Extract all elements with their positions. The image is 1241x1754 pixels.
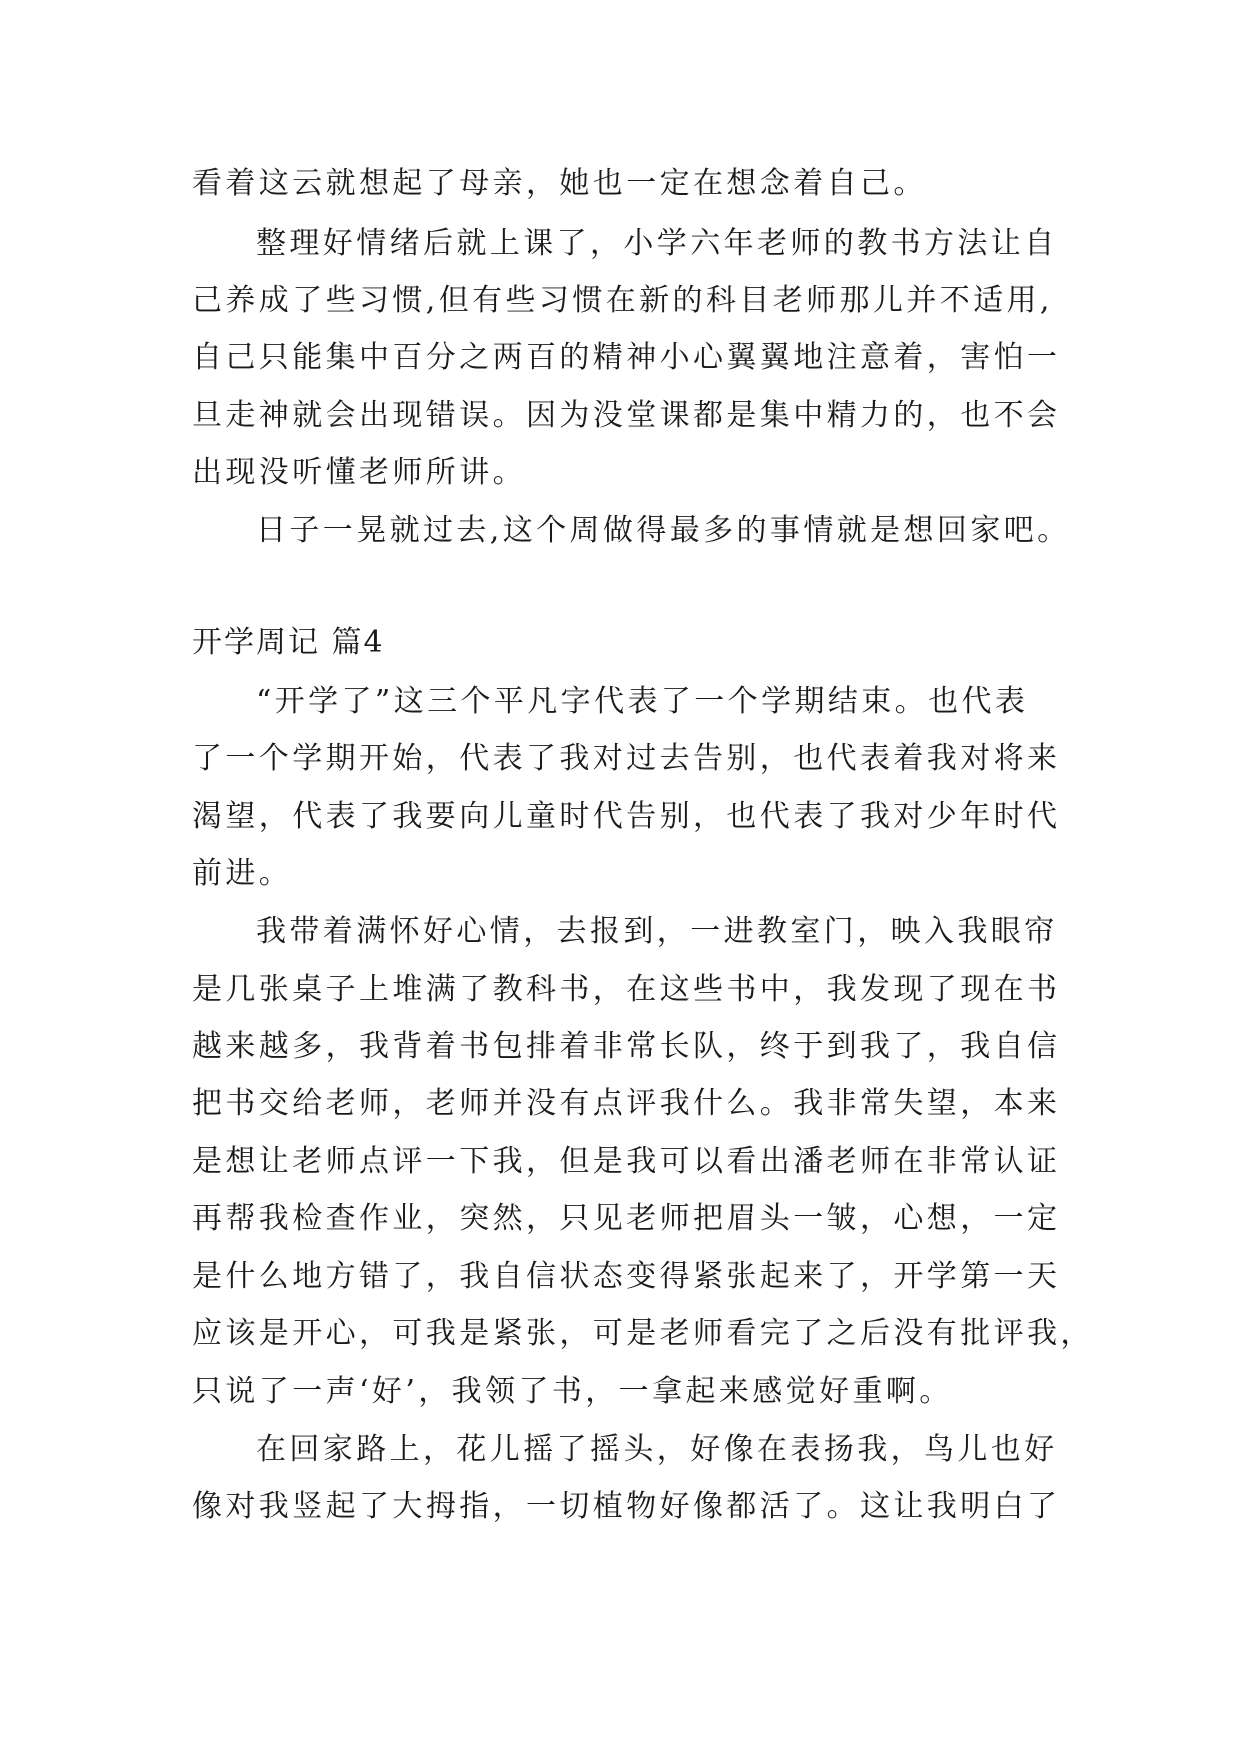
text-line: 渴望，代表了我要向儿童时代告别，也代表了我对少年时代 [192,799,1061,834]
paragraph-start-line: 在回家路上，花儿摇了摇头，好像在表扬我，鸟儿也好 [256,1432,1058,1467]
text-line: 出现没听懂老师所讲。 [192,455,526,490]
paragraph-start-line: 日子一晃就过去,这个周做得最多的事情就是想回家吧。 [256,513,1071,548]
text-line: 前进。 [192,856,293,891]
text-line: 是什么地方错了，我自信状态变得紧张起来了，开学第一天 [192,1259,1061,1294]
text-line: 像对我竖起了大拇指，一切植物好像都活了。这让我明白了 [192,1489,1061,1524]
text-line: 越来越多，我背着书包排着非常长队，终于到我了，我自信 [192,1029,1061,1064]
paragraph-start-line: 整理好情绪后就上课了，小学六年老师的教书方法让自 [256,226,1058,261]
text-line: 再帮我检查作业，突然，只见老师把眉头一皱，心想，一定 [192,1201,1061,1236]
text-line: 是想让老师点评一下我，但是我可以看出潘老师在非常认证 [192,1144,1061,1179]
text-line: 看着这云就想起了母亲，她也一定在想念着自己。 [192,166,927,201]
text-line: 了一个学期开始，代表了我对过去告别，也代表着我对将来 [192,741,1061,776]
text-line: 旦走神就会出现错误。因为没堂课都是集中精力的，也不会 [192,398,1061,433]
section-title: 开学周记 篇4 [192,625,385,660]
text-line: 是几张桌子上堆满了教科书，在这些书中，我发现了现在书 [192,972,1061,1007]
text-line: 自己只能集中百分之两百的精神小心翼翼地注意着，害怕一 [192,340,1061,375]
text-line: 应该是开心，可我是紧张，可是老师看完了之后没有批评我， [192,1316,1094,1351]
paragraph-start-line: 我带着满怀好心情，去报到，一进教室门，映入我眼帘 [256,914,1058,949]
text-line: 只说了一声‘好’，我领了书，一拿起来感觉好重啊。 [192,1374,953,1409]
paragraph-start-line: “开学了”这三个平凡字代表了一个学期结束。也代表 [256,684,1029,719]
text-line: 己养成了些习惯,但有些习惯在新的科目老师那儿并不适用, [192,283,1053,318]
text-line: 把书交给老师，老师并没有点评我什么。我非常失望，本来 [192,1086,1061,1121]
